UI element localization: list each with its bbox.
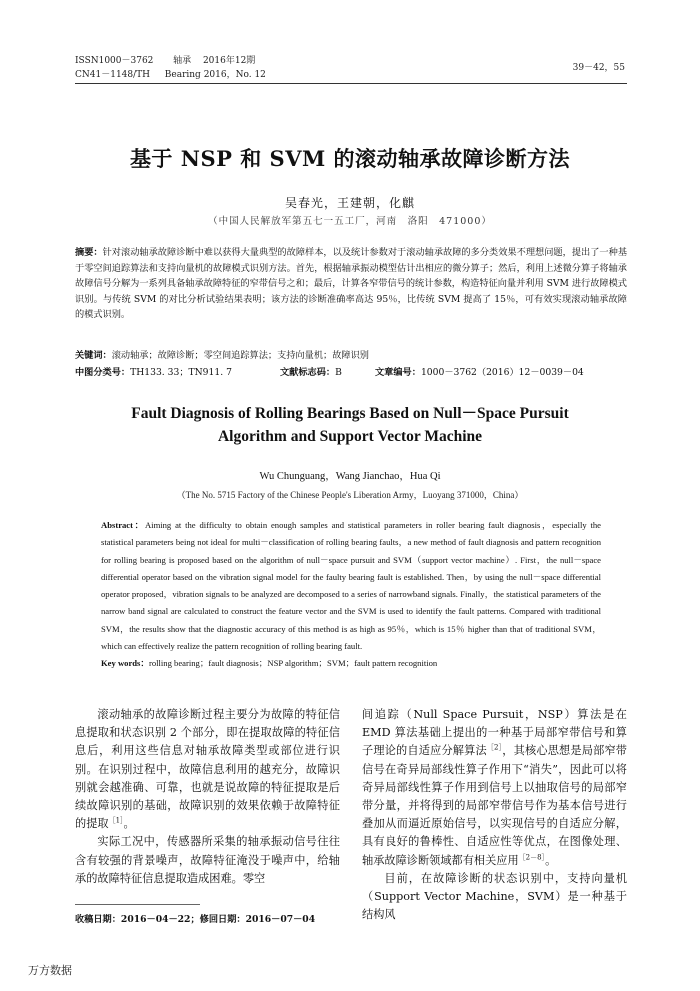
classification-row bbox=[75, 365, 627, 381]
keywords-en-label: Key words： bbox=[101, 658, 149, 669]
issue-en: 2016，No. 12 bbox=[203, 70, 266, 80]
journal-cn: 轴承 bbox=[173, 56, 192, 66]
body-right-column bbox=[362, 706, 627, 924]
keywords-en-text: rolling bearing；fault diagnosis；NSP algorithm；SVM；fault pattern recognition bbox=[148, 658, 438, 669]
affiliation-cn: （中国人民解放军第五七一五工厂，河南 洛阳 471000） bbox=[208, 216, 492, 227]
abstract-cn-text: 针对滚动轴承故障诊断中难以获得大量典型的故障样本，以及统计参数对于滚动轴承故障的多分类效果不理想问题，提出了一种基于零空间追踪算法和支持向量机的故障模式识别方法。首先，根据轴承振动模型估计出相应的微分算子；然后，利用上述微分算子将轴承故障信号分解为一系列具备轴承故障特征的窄带信号之和；最后，计算各窄带信号的统计参数，构造特征向量并利用 SVM 进行故障模式识别。与传统 SVM 的对比分析试验结果表明；该方法的诊断准确率高达 95％，比传统 SVM 提高了 15％，可有效实现滚动轴承故障的模式识别。 bbox=[75, 247, 628, 321]
clc-label: 中图分类号： bbox=[75, 367, 131, 378]
body-paragraph: 实际工况中，传感器所采集的轴承振动信号往往含有较强的背景噪声，故障特征淹没于噪声中，给轴承的故障特征信息提取造成困难。零空 bbox=[75, 835, 340, 885]
body-left-column bbox=[75, 706, 340, 888]
citation-ref[interactable]: ［1］ bbox=[108, 816, 124, 825]
body-paragraph: 目前，在故障诊断的状态识别中，支持向量机（Support Vector Machine，SVM）是一种基于结构风 bbox=[362, 871, 627, 922]
abstract-en bbox=[101, 517, 601, 673]
keywords-cn bbox=[75, 348, 627, 364]
body-paragraph: 滚动轴承的故障诊断过程主要分为故障的特征信息提取和状态识别 2 个部分，即在提取故障的特征信息后，利用这些信息对轴承故障类型或部位进行识别。在识别过程中，故障信息利用的越充分，故障识别就会越准确、可靠，也就是说故障的特征提取是后续故障识别的基础，故障识别的效果依赖于故障特征的提取$^{[1]}$。 bbox=[75, 708, 340, 831]
page-title-cn: 基于 NSP 和 SVM 的滚动轴承故障诊断方法 bbox=[129, 146, 571, 171]
abstract-en-label: Abstract： bbox=[101, 520, 145, 530]
keywords-cn-text: 滚动轴承；故障诊断；零空间追踪算法；支持向量机；故障识别 bbox=[111, 350, 369, 361]
header-issn-row bbox=[75, 55, 255, 67]
affiliation-en: （The No. 5715 Factory of the Chinese People's Liberation Army，Luoyang 371000，China） bbox=[176, 490, 524, 500]
header-rule bbox=[75, 83, 627, 84]
keywords-cn-label: 关键词： bbox=[75, 350, 112, 361]
footnote-rule bbox=[75, 904, 200, 905]
doc-code-label: 文献标志码： bbox=[280, 367, 336, 378]
issue-cn: 2016年12期 bbox=[202, 56, 256, 66]
article-no-value: 1000－3762（2016）12－0039－04 bbox=[420, 367, 584, 378]
journal-en: Bearing bbox=[164, 70, 201, 80]
clc-value: TH133. 33；TN911. 7 bbox=[130, 367, 232, 378]
cn-code: CN41－1148/TH bbox=[75, 70, 151, 80]
watermark-text: 万方数据 bbox=[28, 964, 72, 977]
citation-ref[interactable]: ［2］ bbox=[486, 743, 503, 752]
abstract-cn bbox=[75, 245, 627, 323]
abstract-cn-label: 摘要： bbox=[75, 247, 103, 258]
issn: ISSN1000－3762 bbox=[75, 56, 154, 66]
body-paragraph: 间追踪（Null Space Pursuit，NSP）算法是在 EMD 算法基础上提出的一种基于局部窄带信号和算子理论的自适应分解算法$^{[2]}$，其核心思想是局部窄带信号在奇异局部线性算子作用下“消失”，因此可以将奇异局部线性算子作用到信号上以抽取信号的局部窄带分量，并将得到的局部窄带信号作为基本信号进行叠加从而逼近原始信号，以实现信号的自适应分解，具有良好的鲁棒性、自适应性等优点，在图像处理、轴承故障诊断领域都有相关应用$^{[2-8]}$。 bbox=[362, 708, 627, 867]
header-pages: 39－42，55 bbox=[572, 63, 625, 73]
footnote-dates: 收稿日期：2016－04－22；修回日期：2016－07－04 bbox=[75, 914, 316, 925]
citation-ref[interactable]: ［2－8］ bbox=[518, 852, 546, 861]
header-cn-row bbox=[75, 69, 266, 81]
article-no-label: 文章编号： bbox=[375, 367, 421, 378]
abstract-en-text: Aiming at the difficulty to obtain enough samples and statistical parameters in roller bearing fault diagnosis，especially the statistical parameters being not ideal for multi－classification of rolling bearing faults，a new method of fault diagnosis and pattern recognition for rolling bearing is proposed based on the algorithm of null－space pursuit and SVM（support vector machine）. First，the null－space differential operator based on the vibration signal model for the faulty bearing fault is established. Then，by using the null－space differential operator proposed，vibration signals to be analyzed are decomposed to a series of narrowband signals. Finally，the statistical parameters of the narrow band signal are calculated to construct the feature vector and the SVM is used to identify the fault patterns. Compared with traditional SVM，the results show that the diagnostic accuracy of this method is as high as 95％，which is 15％ higher than that of traditional SVM，which can effectively realize the pattern recognition of rolling bearing fault. bbox=[101, 520, 601, 652]
authors-en: Wu Chunguang，Wang Jianchao，Hua Qi bbox=[259, 471, 441, 482]
page-title-en: Fault Diagnosis of Rolling Bearings Based on Null－Space Pursuit Algorithm and Support Vector Machine bbox=[131, 405, 569, 445]
authors-cn: 吴春光，王建朝，化麒 bbox=[284, 196, 415, 210]
doc-code-value: B bbox=[335, 367, 342, 378]
